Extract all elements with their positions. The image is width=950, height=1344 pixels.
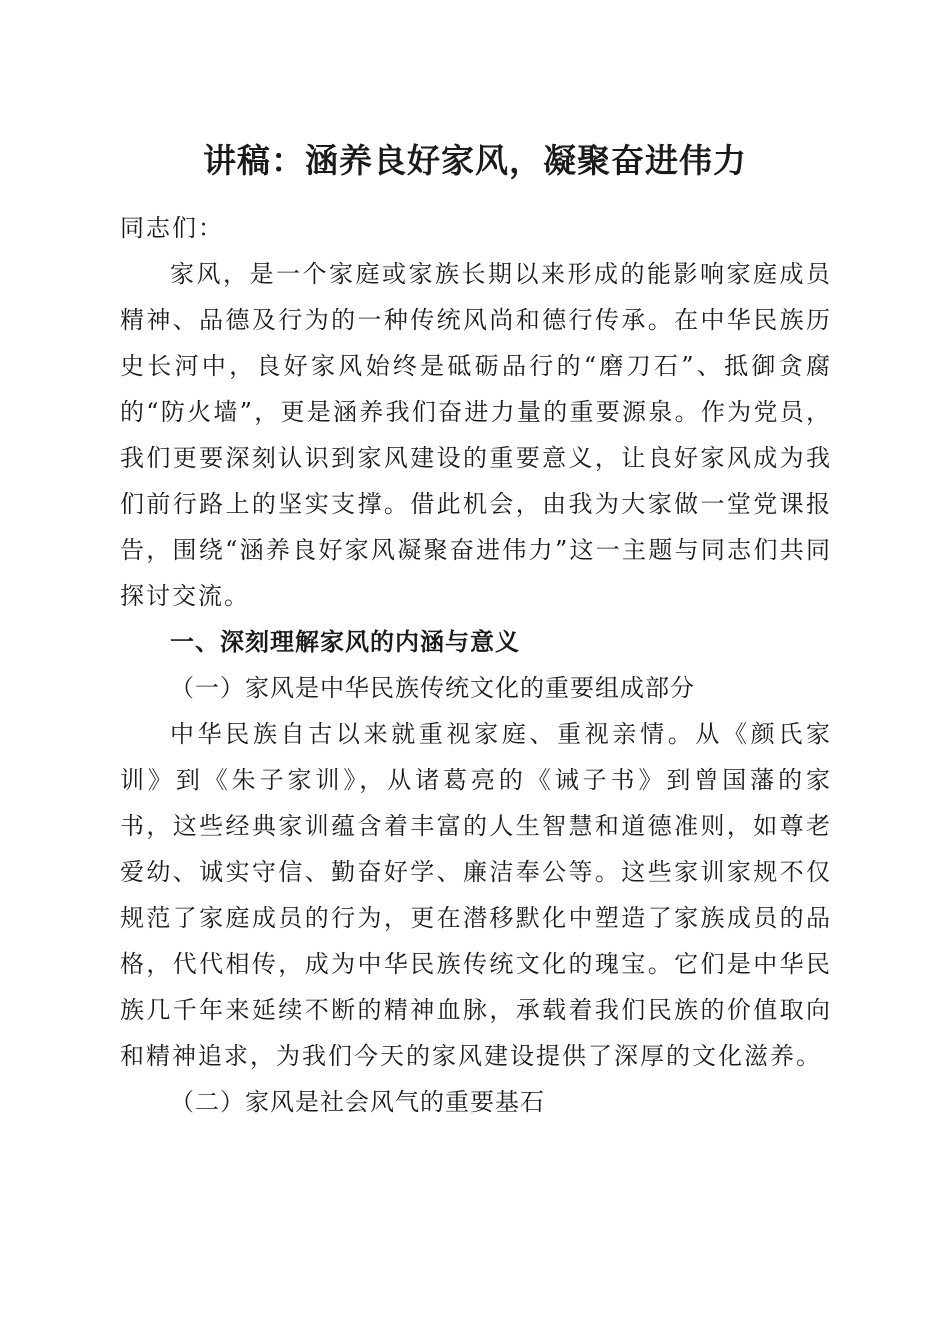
subsection-heading-2: （二）家风是社会风气的重要基石 xyxy=(170,1088,545,1116)
section-heading-1: 一、深刻理解家风的内涵与意义 xyxy=(170,628,520,656)
greeting: 同志们： xyxy=(120,214,224,242)
intro-paragraph: 家风，是一个家庭或家族长期以来形成的能影响家庭成员精神、品德及行为的一种传统风尚和德行传承。在中华民族历史长河中，良好家风始终是砥砺品行的“磨刀石”、抵御贪腐的“防火墙”，更是涵养我们奋进力量的重要源泉。作为党员，我们更要深刻认识到家风建设的重要意义，让良好家风成为我们前行路上的坚实支撑。借此机会，由我为大家做一堂党课报告，围绕“涵养良好家风凝聚奋进伟力”这一主题与同志们共同探讨交流。 xyxy=(120,260,832,610)
document-body xyxy=(120,205,832,1125)
subsection-heading-1: （一）家风是中华民族传统文化的重要组成部分 xyxy=(170,674,695,702)
subsection-paragraph-1: 中华民族自古以来就重视家庭、重视亲情。从《颜氏家训》到《朱子家训》，从诸葛亮的《诫子书》到曾国藩的家书，这些经典家训蕴含着丰富的人生智慧和道德准则，如尊老爱幼、诚实守信、勤奋好学、廉洁奉公等。这些家训家规不仅规范了家庭成员的行为，更在潜移默化中塑造了家族成员的品格，代代相传，成为中华民族传统文化的瑰宝。它们是中华民族几千年来延续不断的精神血脉，承载着我们民族的价值取向和精神追求，为我们今天的家风建设提供了深厚的文化滋养。 xyxy=(120,720,832,1070)
document-title: 讲稿：涵养良好家风，凝聚奋进伟力 xyxy=(203,141,747,180)
